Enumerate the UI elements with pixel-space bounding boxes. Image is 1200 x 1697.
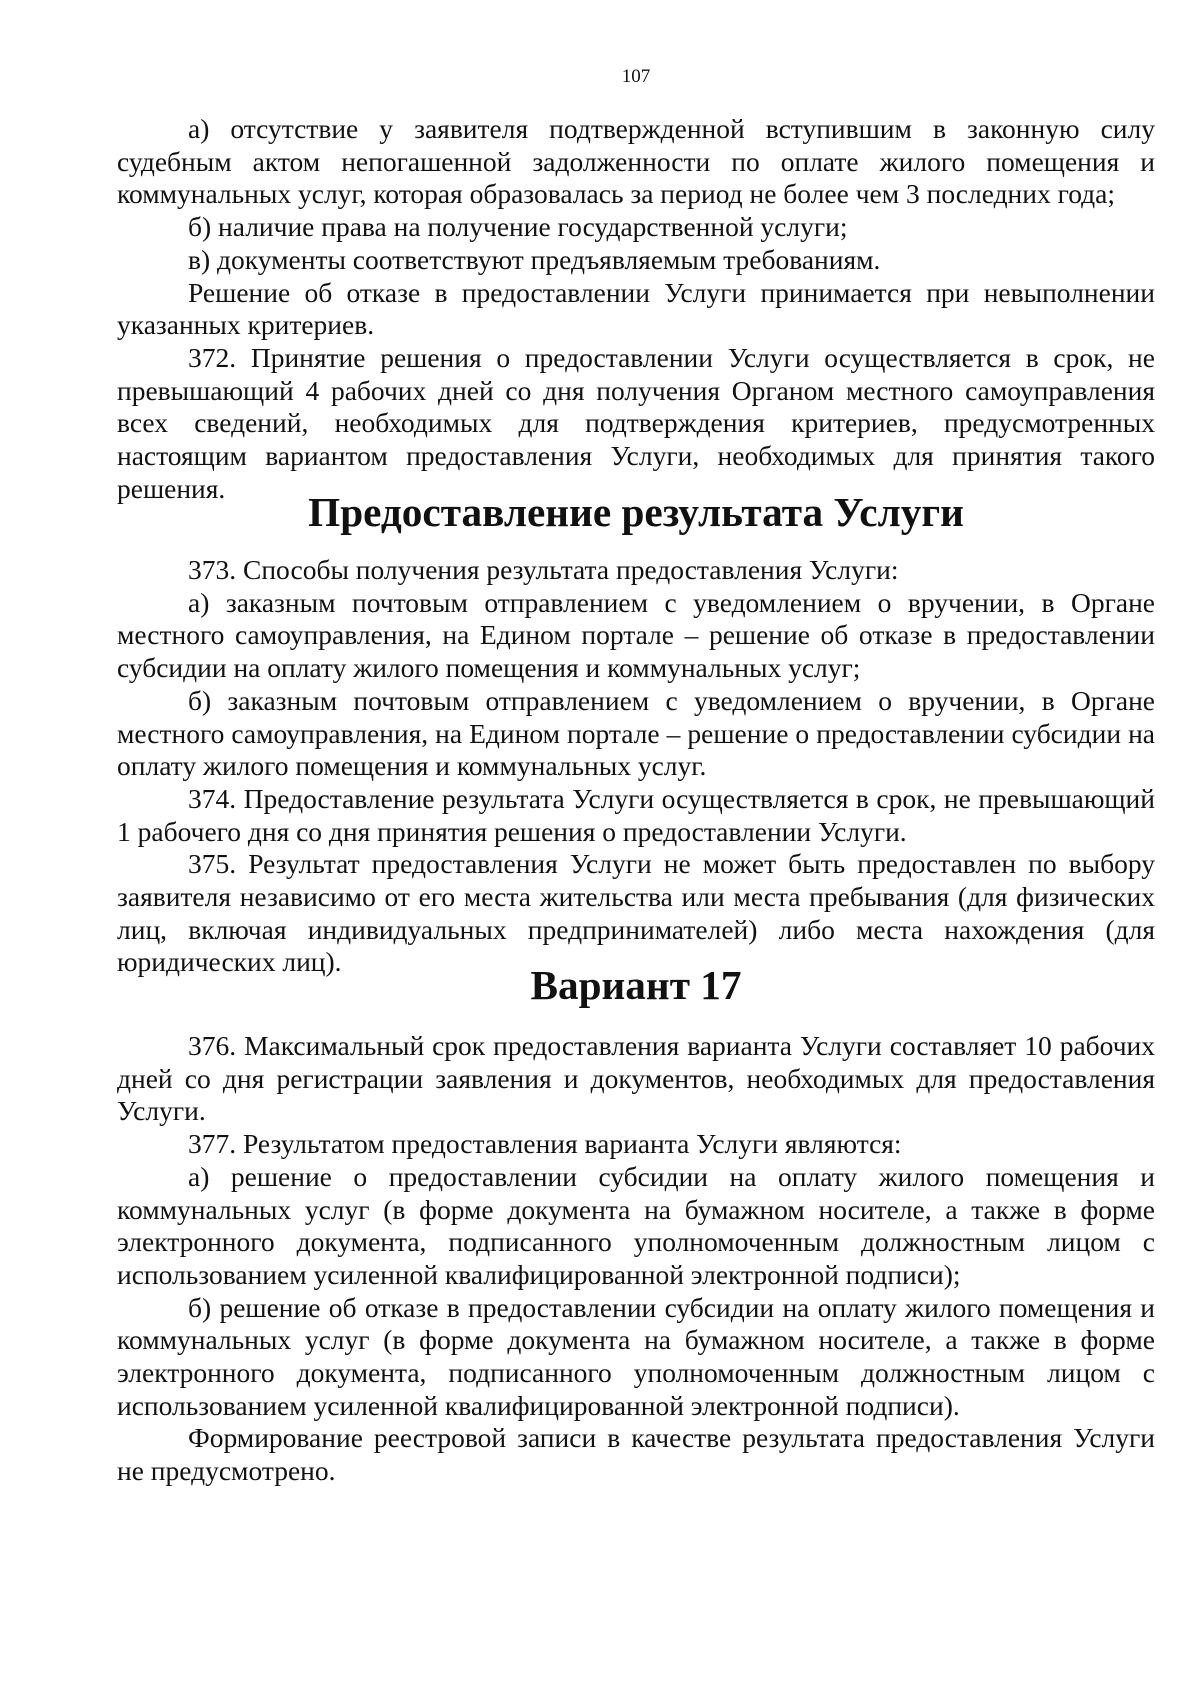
- paragraph: а) заказным почтовым отправлением с уведомлением о вручении, в Органе местного самоуправления, на Едином портале – решение об отказе в предоставлении субсидии на оплату жилого помещения и коммунальных услуг;: [117, 586, 1155, 684]
- paragraph: 374. Предоставление результата Услуги осуществляется в срок, не превышающий 1 рабочего дня со дня принятия решения о предоставлении Услуги.: [117, 782, 1155, 847]
- paragraph: 377. Результатом предоставления варианта Услуги являются:: [188, 1128, 902, 1160]
- paragraph: в) документы соответствуют предъявляемым требованиям.: [188, 243, 881, 275]
- paragraph: б) наличие права на получение государственной услуги;: [188, 211, 848, 243]
- variant-17-section: [117, 1030, 1155, 1488]
- paragraph: а) отсутствие у заявителя подтвержденной вступившим в законную силу судебным актом непогашенной задолженности по оплате жилого помещения и коммунальных услуг, которая образовалась за период не более чем 3 последних года;: [117, 113, 1155, 210]
- paragraph: 373. Способы получения результата предоставления Услуги:: [188, 554, 899, 585]
- paragraph: 376. Максимальный срок предоставления варианта Услуги составляет 10 рабочих дней со дня регистрации заявления и документов, необходимых для предоставления Услуги.: [117, 1030, 1155, 1127]
- page-number: 107: [621, 66, 651, 87]
- paragraph: Формирование реестровой записи в качестве результата предоставления Услуги не предусмотрено.: [117, 1422, 1155, 1487]
- section-heading: Предоставление результата Услуги: [308, 489, 964, 535]
- paragraph: а) решение о предоставлении субсидии на оплату жилого помещения и коммунальных услуг (в форме документа на бумажном носителе, а также в форме электронного документа, подписанного уполномоченным должностным лицом с использованием усиленной квалифицированной электронной подписи);: [117, 1160, 1155, 1290]
- paragraph: 375. Результат предоставления Услуги не может быть предоставлен по выбору заявителя независимо от его места жительства или места пребывания (для физических лиц, включая индивидуальных предпринимателей) либо места нахождения (для юридических лиц).: [117, 848, 1155, 978]
- paragraph: б) заказным почтовым отправлением с уведомлением о вручении, в Органе местного самоуправления, на Едином портале – решение о предоставлении субсидии на оплату жилого помещения и коммунальных услуг.: [117, 684, 1155, 782]
- result-delivery-section: [117, 554, 1155, 979]
- variant-heading: Вариант 17: [530, 962, 742, 1008]
- paragraph: Решение об отказе в предоставлении Услуги принимается при невыполнении указанных критериев.: [117, 276, 1155, 341]
- paragraph: б) решение об отказе в предоставлении субсидии на оплату жилого помещения и коммунальных услуг (в форме документа на бумажном носителе, а также в форме электронного документа, подписанного уполномоченным должностным лицом с использованием усиленной квалифицированной электронной подписи).: [117, 1291, 1155, 1421]
- paragraph: 372. Принятие решения о предоставлении Услуги осуществляется в срок, не превышающий 4 рабочих дней со дня получения Органом местного самоуправления всех сведений, необходимых для подтверждения критериев, предусмотренных настоящим вариантом предоставления Услуги, необходимых для принятия такого решения.: [117, 341, 1155, 504]
- criteria-section: [117, 113, 1155, 505]
